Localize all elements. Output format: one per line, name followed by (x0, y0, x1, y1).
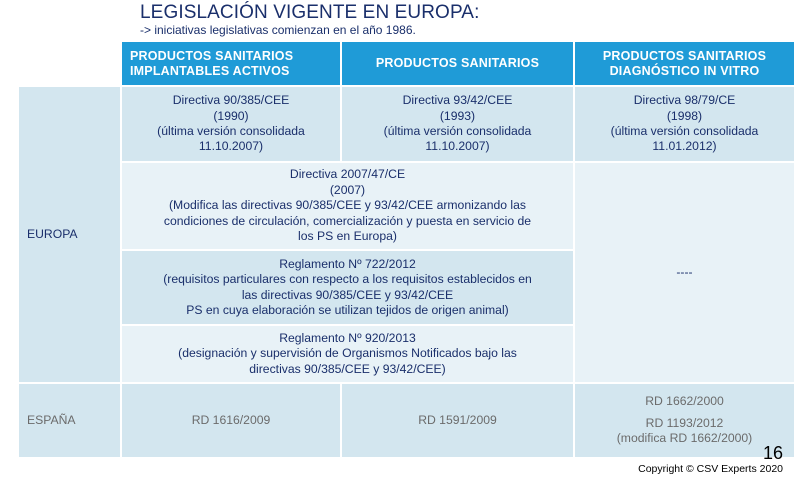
cell-reglamento-920-2013: Reglamento Nº 920/2013 (designación y supervisión de Organismos Notificados bajo las directivas 90/385/CEE y 93/42/CEE) (121, 325, 574, 383)
cell-reglamento-722-2012: Reglamento Nº 722/2012 (requisitos particulares con respecto a los requisitos establecidos en las directivas 90/385/CEE y 93/42/CEE PS en cuya elaboración se utilizan tejidos de origen animal) (121, 250, 574, 325)
cell-rd-1591-2009: RD 1591/2009 (341, 383, 574, 458)
row-label-europa: EUROPA (18, 86, 121, 383)
cell-directiva-90-385: Directiva 90/385/CEE (1990) (última versión consolidada 11.10.2007) (121, 86, 341, 162)
cell-directiva-2007-47: Directiva 2007/47/CE (2007) (Modifica las directivas 90/385/CEE y 93/42/CEE armonizando las condiciones de circulación, comercialización y puesta en servicio de los PS en Europa) (121, 162, 574, 250)
cell-directiva-93-42: Directiva 93/42/CEE (1993) (última versión consolidada 11.10.2007) (341, 86, 574, 162)
row-label-espana: ESPAÑA (18, 383, 121, 458)
cell-rd-1662-2000: RD 1662/2000 RD 1193/2012 (modifica RD 1662/2000) (574, 383, 795, 458)
slide-subtitle: -> iniciativas legislativas comienzan en el año 1986. (140, 23, 416, 37)
header-productos-sanitarios: PRODUCTOS SANITARIOS (341, 41, 574, 86)
cell-directiva-98-79: Directiva 98/79/CE (1998) (última versión consolidada 11.01.2012) (574, 86, 795, 162)
slide-title: LEGISLACIÓN VIGENTE EN EUROPA: (140, 2, 480, 23)
header-diagnostico-in-vitro: PRODUCTOS SANITARIOS DIAGNÓSTICO IN VITRO (574, 41, 795, 86)
legislation-table (17, 40, 796, 459)
header-implantables-activos: PRODUCTOS SANITARIOS IMPLANTABLES ACTIVOS (121, 41, 341, 86)
table-corner (18, 41, 121, 86)
copyright-notice: Copyright © CSV Experts 2020 (638, 463, 783, 475)
cell-ivd-placeholder: ---- (574, 162, 795, 383)
page-number: 16 (763, 443, 784, 463)
cell-rd-1616-2009: RD 1616/2009 (121, 383, 341, 458)
